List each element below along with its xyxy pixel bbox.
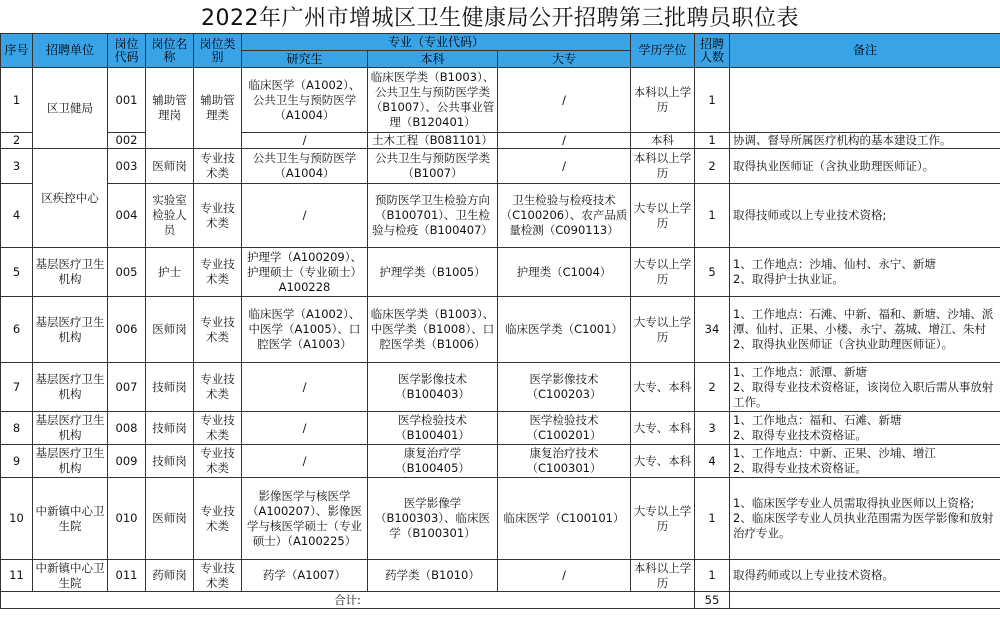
cell-code: 005 [108, 248, 146, 297]
cell-code: 007 [108, 363, 146, 412]
cell-education: 大专、本科 [631, 412, 695, 445]
cell-post: 技师岗 [146, 412, 194, 445]
total-note-empty [730, 592, 1000, 609]
cell-count: 1 [695, 68, 730, 133]
cell-seq: 4 [1, 184, 33, 248]
cell-note: 协调、督导所属医疗机构的基本建设工作。 [730, 133, 1000, 149]
cell-college: 医学检验技术（C100201） [498, 412, 631, 445]
cell-college: / [498, 149, 631, 184]
cell-count: 3 [695, 412, 730, 445]
cell-code: 011 [108, 560, 146, 592]
cell-graduate: 护理学（A100209）、护理硕士（专业硕士）A100228 [242, 248, 368, 297]
cell-post: 医师岗 [146, 297, 194, 363]
cell-graduate: 影像医学与核医学（A100207）、影像医学与核医学硕士（专业硕士）（A100225） [242, 478, 368, 560]
table-row [1, 363, 1000, 412]
cell-note: 1、工作地点：福和、石滩、新塘 2、取得专业技术资格证。 [730, 412, 1000, 445]
cell-seq: 5 [1, 248, 33, 297]
cell-note: 1、工作地点：沙埔、仙村、永宁、新塘 2、取得护士执业证。 [730, 248, 1000, 297]
cell-note: 取得技师或以上专业技术资格; [730, 184, 1000, 248]
cell-education: 大专以上学历 [631, 297, 695, 363]
total-label: 合计: [1, 592, 695, 609]
cell-code: 010 [108, 478, 146, 560]
cell-post: 医师岗 [146, 478, 194, 560]
cell-graduate: 药学（A1007） [242, 560, 368, 592]
cell-category: 专业技术类 [194, 478, 242, 560]
cell-category: 专业技术类 [194, 412, 242, 445]
cell-count: 1 [695, 133, 730, 149]
cell-note: 1、临床医学专业人员需取得执业医师以上资格; 2、临床医学专业人员执业范围需为医学影像和放射治疗专业。 [730, 478, 1000, 560]
cell-seq: 7 [1, 363, 33, 412]
cell-seq: 11 [1, 560, 33, 592]
table-row [1, 68, 1000, 133]
cell-graduate: / [242, 412, 368, 445]
cell-note: 1、工作地点：派潭、新塘 2、取得专业技术资格证，该岗位入职后需从事放射工作。 [730, 363, 1000, 412]
cell-education: 本科以上学历 [631, 68, 695, 133]
positions-table [0, 33, 1000, 609]
cell-graduate: / [242, 133, 368, 149]
cell-graduate: / [242, 445, 368, 478]
header-note: 备注 [730, 34, 1000, 68]
header-post: 岗位名称 [146, 34, 194, 68]
cell-bachelor: 药学类（B1010） [368, 560, 498, 592]
cell-note: 1、工作地点：中新、正果、沙埔、增江 2、取得专业技术资格证。 [730, 445, 1000, 478]
cell-unit: 区卫健局 [33, 68, 108, 149]
cell-category: 专业技术类 [194, 445, 242, 478]
header-graduate: 研究生 [242, 51, 368, 68]
header-code: 岗位代码 [108, 34, 146, 68]
cell-seq: 3 [1, 149, 33, 184]
cell-graduate: 临床医学（A1002）、中医学（A1005）、口腔医学（A1003） [242, 297, 368, 363]
cell-count: 1 [695, 478, 730, 560]
cell-college: 临床医学（C100101） [498, 478, 631, 560]
cell-count: 5 [695, 248, 730, 297]
cell-bachelor: 临床医学类（B1003）、中医学类（B1008）、口腔医学类（B1006） [368, 297, 498, 363]
cell-college: / [498, 68, 631, 133]
cell-category: 辅助管理类 [194, 68, 242, 149]
cell-note [730, 68, 1000, 133]
cell-code: 003 [108, 149, 146, 184]
cell-post: 技师岗 [146, 445, 194, 478]
cell-category: 专业技术类 [194, 297, 242, 363]
cell-note: 取得执业医师证（含执业助理医师证）。 [730, 149, 1000, 184]
cell-bachelor: 医学影像技术（B100403） [368, 363, 498, 412]
cell-category: 专业技术类 [194, 560, 242, 592]
header-category: 岗位类别 [194, 34, 242, 68]
cell-bachelor: 预防医学卫生检验方向（B100701）、卫生检验与检疫（B100407） [368, 184, 498, 248]
header-unit: 招聘单位 [33, 34, 108, 68]
cell-code: 006 [108, 297, 146, 363]
cell-count: 2 [695, 363, 730, 412]
table-row [1, 248, 1000, 297]
cell-education: 大专、本科 [631, 445, 695, 478]
table-title: 2022年广州市增城区卫生健康局公开招聘第三批聘员职位表 [201, 6, 799, 31]
cell-code: 004 [108, 184, 146, 248]
table-row [1, 445, 1000, 478]
cell-unit: 中新镇中心卫生院 [33, 560, 108, 592]
cell-college: 康复治疗技术（C100301） [498, 445, 631, 478]
cell-seq: 2 [1, 133, 33, 149]
cell-post: 技师岗 [146, 363, 194, 412]
cell-college: / [498, 133, 631, 149]
cell-college: / [498, 560, 631, 592]
cell-bachelor: 护理学类（B1005） [368, 248, 498, 297]
cell-code: 002 [108, 133, 146, 149]
table-row [1, 478, 1000, 560]
cell-bachelor: 土木工程（B081101） [368, 133, 498, 149]
table-row [1, 184, 1000, 248]
cell-category: 专业技术类 [194, 149, 242, 184]
cell-code: 008 [108, 412, 146, 445]
cell-college: 卫生检验与检疫技术（C100206）、农产品质量检测（C090113） [498, 184, 631, 248]
table-row [1, 149, 1000, 184]
cell-count: 34 [695, 297, 730, 363]
cell-education: 本科以上学历 [631, 149, 695, 184]
cell-seq: 1 [1, 68, 33, 133]
total-row [1, 592, 1000, 609]
cell-education: 本科 [631, 133, 695, 149]
header-count: 招聘人数 [695, 34, 730, 68]
cell-count: 1 [695, 184, 730, 248]
cell-category: 专业技术类 [194, 248, 242, 297]
cell-education: 大专以上学历 [631, 184, 695, 248]
cell-unit: 基层医疗卫生机构 [33, 248, 108, 297]
cell-seq: 10 [1, 478, 33, 560]
cell-graduate: 公共卫生与预防医学（A1004） [242, 149, 368, 184]
cell-note: 取得药师或以上专业技术资格。 [730, 560, 1000, 592]
cell-count: 1 [695, 560, 730, 592]
cell-unit: 基层医疗卫生机构 [33, 363, 108, 412]
cell-post: 医师岗 [146, 149, 194, 184]
cell-bachelor: 医学检验技术（B100401） [368, 412, 498, 445]
cell-bachelor: 医学影像学（B100303）、临床医学（B100301） [368, 478, 498, 560]
cell-post: 辅助管理岗 [146, 68, 194, 149]
cell-graduate: 临床医学（A1002）、公共卫生与预防医学（A1004） [242, 68, 368, 133]
cell-graduate: / [242, 184, 368, 248]
cell-code: 009 [108, 445, 146, 478]
cell-seq: 8 [1, 412, 33, 445]
cell-bachelor: 康复治疗学（B100405） [368, 445, 498, 478]
header-bachelor: 本科 [368, 51, 498, 68]
cell-unit: 基层医疗卫生机构 [33, 412, 108, 445]
cell-category: 专业技术类 [194, 184, 242, 248]
cell-college: 临床医学类（C1001） [498, 297, 631, 363]
table-row [1, 297, 1000, 363]
cell-college: 医学影像技术（C100203） [498, 363, 631, 412]
header-seq: 序号 [1, 34, 33, 68]
header-major: 专业（专业代码） [242, 34, 631, 51]
cell-category: 专业技术类 [194, 363, 242, 412]
cell-unit: 基层医疗卫生机构 [33, 445, 108, 478]
cell-bachelor: 临床医学类（B1003）、公共卫生与预防医学类（B1007）、公共事业管理（B120401） [368, 68, 498, 133]
cell-bachelor: 公共卫生与预防医学类（B1007） [368, 149, 498, 184]
cell-education: 本科以上学历 [631, 560, 695, 592]
cell-college: 护理类（C1004） [498, 248, 631, 297]
table-row [1, 412, 1000, 445]
total-value: 55 [695, 592, 730, 609]
cell-count: 2 [695, 149, 730, 184]
cell-code: 001 [108, 68, 146, 133]
header-college: 大专 [498, 51, 631, 68]
cell-note: 1、工作地点：石滩、中新、福和、新塘、沙埔、派潭、仙村、正果、小楼、永宁、荔城、增江、朱村 2、取得执业医师证（含执业助理医师证）。 [730, 297, 1000, 363]
table-row [1, 560, 1000, 592]
table-title-bar [0, 0, 1000, 33]
cell-seq: 9 [1, 445, 33, 478]
cell-unit: 中新镇中心卫生院 [33, 478, 108, 560]
cell-post: 护士 [146, 248, 194, 297]
cell-unit: 基层医疗卫生机构 [33, 297, 108, 363]
cell-education: 大专以上学历 [631, 248, 695, 297]
cell-unit: 区疾控中心 [33, 149, 108, 248]
cell-education: 大专以上学历 [631, 478, 695, 560]
cell-post: 药师岗 [146, 560, 194, 592]
cell-post: 实验室检验人员 [146, 184, 194, 248]
header-education: 学历学位 [631, 34, 695, 68]
cell-seq: 6 [1, 297, 33, 363]
cell-graduate: / [242, 363, 368, 412]
cell-count: 4 [695, 445, 730, 478]
cell-education: 大专、本科 [631, 363, 695, 412]
